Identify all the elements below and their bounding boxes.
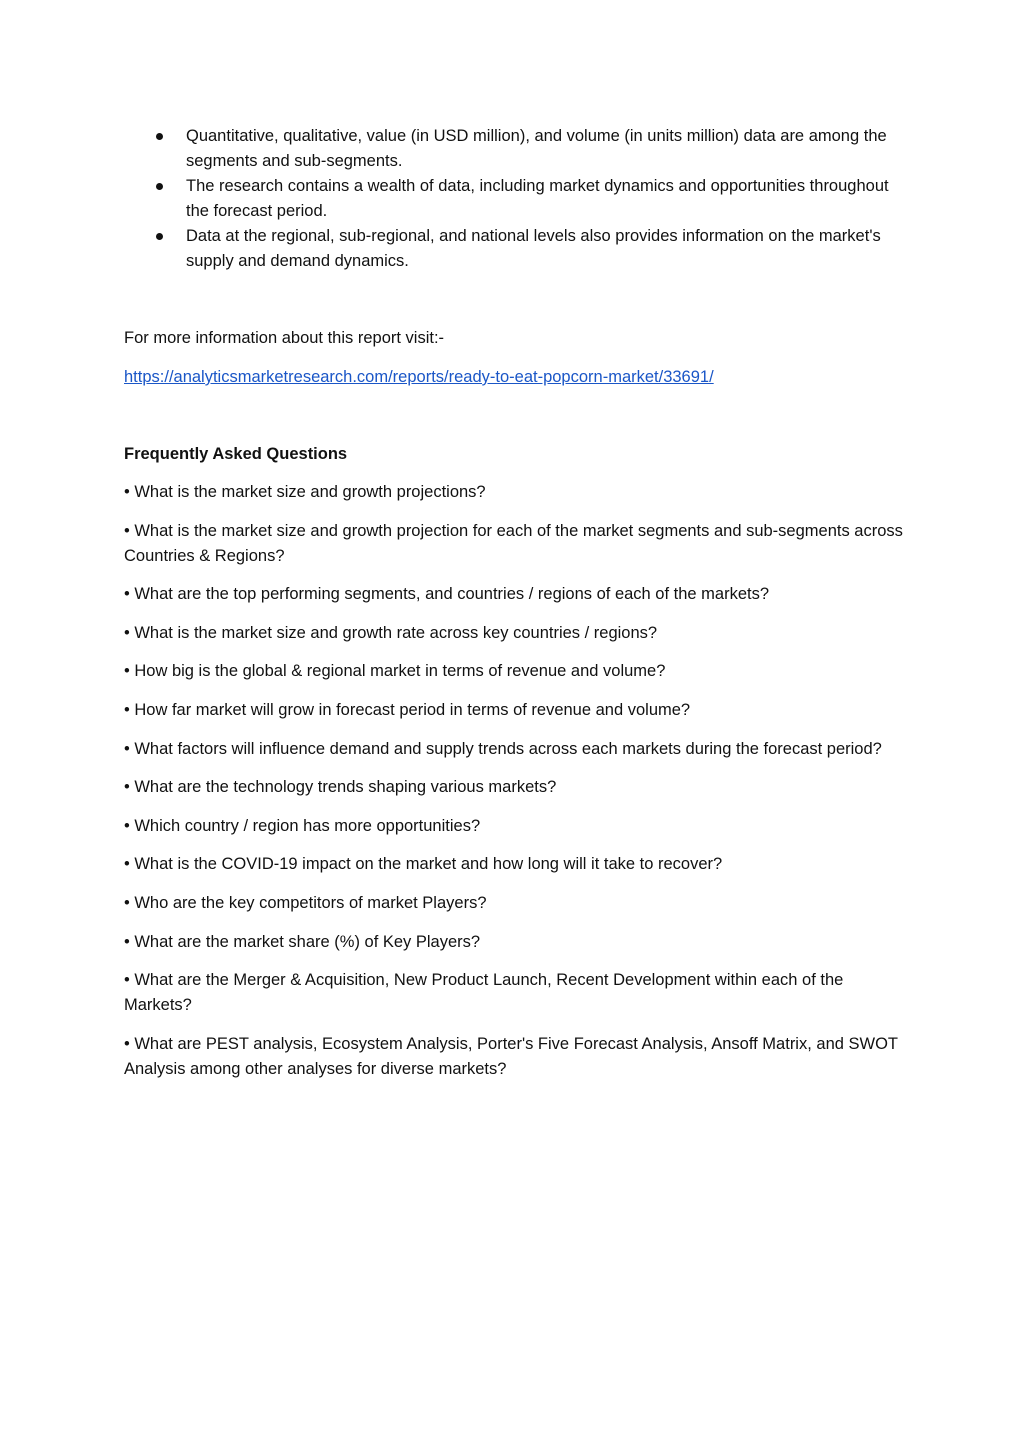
page-content: [124, 124, 904, 1095]
faq-item: • Who are the key competitors of market Players?: [124, 893, 487, 912]
faq-item: • What is the market size and growth projection for each of the market segments and sub-segments across Countries & Regions?: [124, 521, 903, 565]
faq-heading: Frequently Asked Questions: [124, 445, 348, 463]
bullet-item: [124, 224, 904, 274]
faq-item: • What is the market size and growth rate across key countries / regions?: [124, 623, 658, 642]
bullet-text: The research contains a wealth of data, including market dynamics and opportunities throughout the forecast period.: [186, 177, 889, 220]
faq-item: • What are the market share (%) of Key Players?: [124, 932, 481, 951]
info-text: For more information about this report visit:-: [124, 329, 445, 347]
faq-list: [124, 480, 904, 1082]
spacer: [124, 274, 904, 326]
bullet-dot-icon: [156, 133, 163, 140]
faq-item: • How big is the global & regional market in terms of revenue and volume?: [124, 662, 666, 681]
report-link[interactable]: https://analyticsmarketresearch.com/reports/ready-to-eat-popcorn-market/33691/: [124, 368, 714, 386]
bullet-dot-icon: [156, 183, 163, 190]
bullet-text: Quantitative, qualitative, value (in USD million), and volume (in units million) data are among the segments and sub-segments.: [186, 127, 887, 170]
faq-item: • What are the technology trends shaping various markets?: [124, 778, 557, 797]
faq-item: • What are PEST analysis, Ecosystem Analysis, Porter's Five Forecast Analysis, Ansoff Matrix, and SWOT Analysis among other analyses for diverse markets?: [124, 1034, 898, 1078]
feature-bullet-list: [124, 124, 904, 274]
faq-item: • What is the COVID-19 impact on the market and how long will it take to recover?: [124, 855, 723, 874]
faq-item: • What are the Merger & Acquisition, New Product Launch, Recent Development within each of the Markets?: [124, 971, 844, 1015]
report-link-line: [124, 365, 904, 390]
bullet-dot-icon: [156, 233, 163, 240]
faq-item: • What factors will influence demand and supply trends across each markets during the forecast period?: [124, 739, 882, 758]
bullet-item: [124, 174, 904, 224]
faq-item: • Which country / region has more opportunities?: [124, 816, 481, 835]
bullet-item: [124, 124, 904, 174]
faq-item: • What is the market size and growth projections?: [124, 483, 486, 501]
faq-item: • How far market will grow in forecast period in terms of revenue and volume?: [124, 700, 691, 719]
faq-item: • What are the top performing segments, and countries / regions of each of the markets?: [124, 585, 770, 604]
bullet-text: Data at the regional, sub-regional, and national levels also provides information on the market's supply and demand dynamics.: [186, 227, 881, 270]
